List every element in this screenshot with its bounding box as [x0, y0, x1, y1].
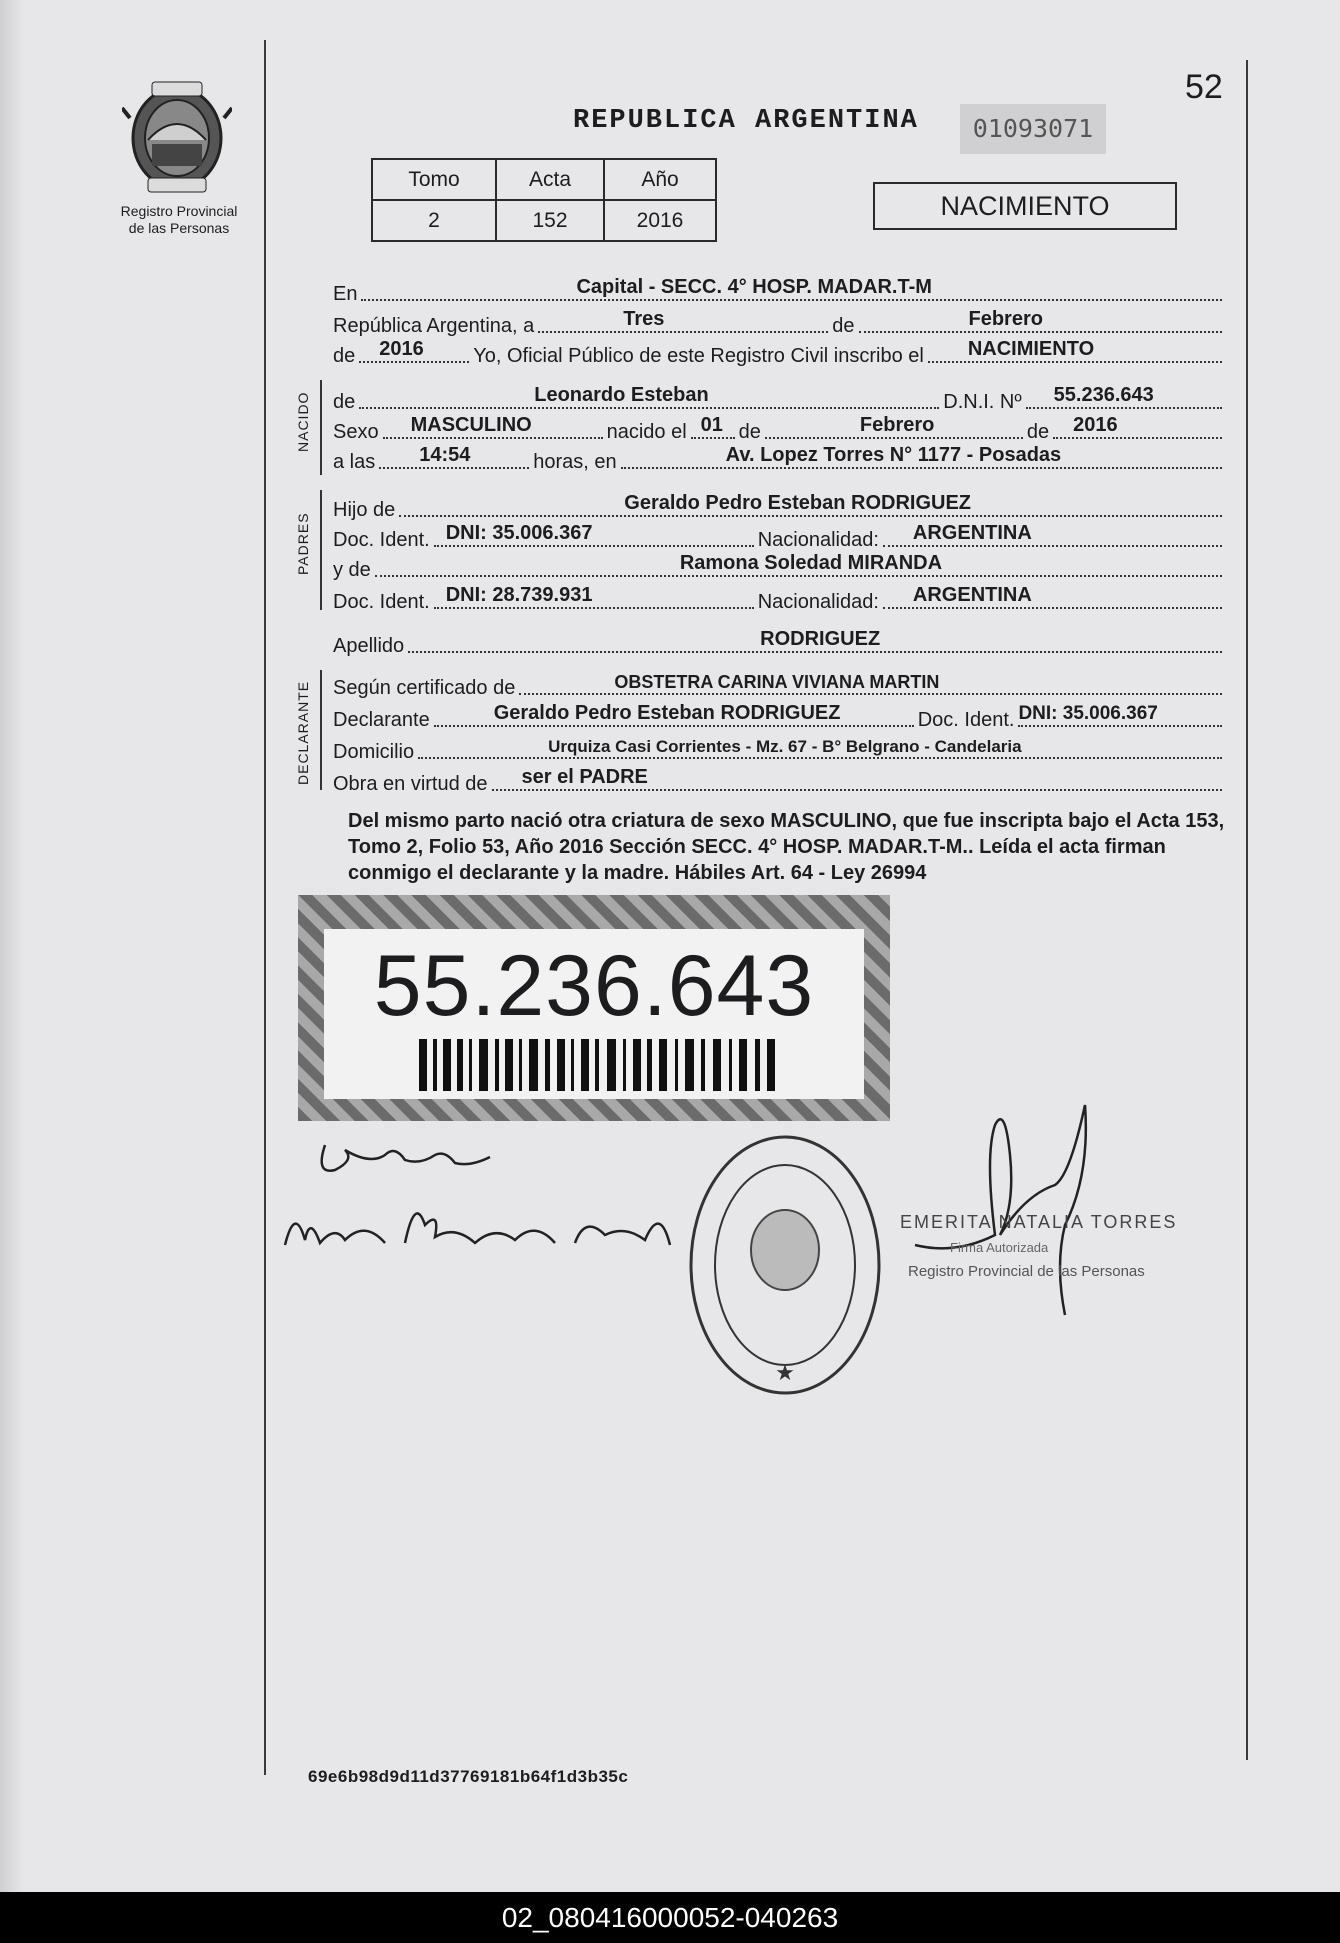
line-mother-doc — [333, 586, 1226, 614]
dni-sticker-number: 55.236.643 — [373, 938, 815, 1034]
officer-text: Yo, Oficial Público de este Registro Civil inscribo el — [473, 345, 924, 367]
value-declarant-doc: DNI: 35.006.367 — [1018, 703, 1158, 724]
provincial-coat-of-arms-logo — [122, 78, 232, 198]
line-father — [333, 494, 1226, 522]
line-apellido — [333, 630, 1226, 658]
value-cert: OBSTETRA CARINA VIVIANA MARTIN — [614, 672, 940, 692]
logo-caption-line1: Registro Provincial — [120, 203, 238, 219]
barcode-image — [419, 1039, 779, 1091]
value-mother: Ramona Soledad MIRANDA — [679, 552, 943, 574]
value-place: Capital - SECC. 4° HOSP. MADAR.T-M — [576, 276, 932, 298]
label-dni: D.N.I. Nº — [943, 391, 1022, 413]
label-nacido-el: nacido el — [606, 421, 687, 443]
label-y-de: y de — [333, 559, 371, 581]
value-address: Urquiza Casi Corrientes - Mz. 67 - B° Belgrano - Candelaria — [548, 737, 1022, 756]
label-de2: de — [738, 421, 761, 443]
label-en: En — [333, 283, 358, 305]
label-declarante: Declarante — [333, 709, 430, 731]
ref-header-acta: Acta — [496, 159, 604, 200]
line-officer — [333, 340, 1226, 368]
value-day: Tres — [623, 308, 665, 330]
label-de: de — [832, 315, 855, 337]
official-name: EMERITA NATALIA TORRES — [900, 1212, 1178, 1232]
page-frame-left — [264, 40, 278, 1775]
value-father-doc: DNI: 35.006.367 — [445, 522, 593, 544]
line-reason — [333, 768, 1226, 796]
document-id-bar: 02_080416000052-040263 — [0, 1892, 1340, 1943]
ref-value-tomo: 2 — [372, 200, 496, 241]
ref-header-tomo: Tomo — [372, 159, 496, 200]
value-record: NACIMIENTO — [967, 338, 1095, 360]
value-birth-month: Febrero — [859, 414, 935, 436]
label-apellido: Apellido — [333, 635, 405, 657]
value-father: Geraldo Pedro Esteban RODRIGUEZ — [624, 492, 971, 514]
official-signature — [895, 1095, 1185, 1325]
label-cert: Según certificado de — [333, 677, 516, 699]
label-sexo: Sexo — [333, 421, 379, 443]
declarant-signatures — [275, 1125, 695, 1285]
value-year: 2016 — [379, 338, 424, 360]
ref-value-ano: 2016 — [604, 200, 716, 241]
value-father-nat: ARGENTINA — [912, 522, 1032, 544]
padres-section-bar — [320, 490, 322, 610]
svg-text:★: ★ — [775, 1360, 795, 1385]
line-address — [333, 736, 1226, 764]
line-nacido-sex — [333, 416, 1226, 444]
page-shadow — [0, 0, 24, 1943]
label-de3: de — [1026, 421, 1050, 443]
label-nacido-de: de — [333, 391, 356, 413]
line-nacido-name — [333, 386, 1226, 414]
label-obra: Obra en virtud de — [333, 773, 488, 795]
page-frame-right — [1234, 60, 1248, 1760]
label-a-las: a las — [333, 451, 376, 473]
additional-note: Del mismo parto nació otra criatura de sexo MASCULINO, que fue inscripta bajo el Acta 153, Tomo 2, Folio 53, Año 2016 Sección SECC. 4° HOSP. MADAR.T-M.. Leída el acta firman conmigo el declarante y la madre. Hábiles Art. 64 - Ley 26994 — [348, 810, 1225, 884]
declarante-section-label: DECLARANTE — [295, 680, 311, 785]
label-year-prefix: de — [333, 345, 356, 367]
line-place — [333, 278, 1226, 306]
official-role: Firma Autorizada — [950, 1240, 1049, 1255]
record-type-box: NACIMIENTO — [873, 182, 1177, 230]
document-title: REPUBLICA ARGENTINA — [573, 106, 919, 136]
reference-table-values — [372, 200, 716, 241]
label-mother-doc: Doc. Ident. — [333, 591, 430, 613]
official-organization: Registro Provincial de las Personas — [908, 1263, 1145, 1280]
label-hijo-de: Hijo de — [333, 499, 396, 521]
page-number: 52 — [1185, 68, 1223, 106]
line-certificate — [333, 672, 1226, 700]
value-birth-day: 01 — [700, 414, 723, 436]
label-declarant-doc: Doc. Ident. — [917, 709, 1015, 731]
dni-sticker — [298, 895, 890, 1121]
dni-sticker-inner — [324, 929, 864, 1099]
label-father-doc: Doc. Ident. — [333, 529, 430, 551]
line-mother — [333, 554, 1226, 582]
padres-section-label: PADRES — [295, 512, 311, 575]
value-birth-place: Av. Lopez Torres N° 1177 - Posadas — [725, 444, 1062, 466]
nacido-section-label: NACIDO — [295, 391, 311, 452]
value-time: 14:54 — [419, 444, 471, 466]
label-father-nat: Nacionalidad: — [757, 529, 879, 551]
label-republica: República Argentina, a — [333, 315, 535, 337]
value-mother-doc: DNI: 28.739.931 — [445, 584, 593, 606]
document-hash: 69e6b98d9d11d37769181b64f1d3b35c — [308, 1767, 629, 1786]
value-apellido: RODRIGUEZ — [760, 628, 881, 650]
delegation-seal — [685, 1130, 885, 1400]
nacido-section-bar — [320, 380, 322, 475]
label-domicilio: Domicilio — [333, 741, 415, 763]
ref-value-acta: 152 — [496, 200, 604, 241]
label-horas: horas, en — [533, 451, 617, 473]
line-father-doc — [333, 524, 1226, 552]
line-declarant — [333, 704, 1226, 732]
line-date — [333, 310, 1226, 338]
value-sexo: MASCULINO — [410, 414, 532, 436]
value-child-dni: 55.236.643 — [1053, 384, 1154, 406]
logo-caption-line2: de las Personas — [128, 220, 230, 236]
value-mother-nat: ARGENTINA — [912, 584, 1032, 606]
value-month: Febrero — [968, 308, 1043, 330]
label-mother-nat: Nacionalidad: — [757, 591, 879, 613]
reference-table-header — [372, 159, 716, 200]
reference-table — [371, 158, 717, 242]
value-birth-year: 2016 — [1073, 414, 1118, 436]
value-declarant: Geraldo Pedro Esteban RODRIGUEZ — [493, 702, 841, 724]
value-reason: ser el PADRE — [521, 766, 648, 788]
value-child-name: Leonardo Esteban — [534, 384, 709, 406]
ref-header-ano: Año — [604, 159, 716, 200]
logo-caption — [105, 203, 253, 237]
declarante-section-bar — [320, 670, 322, 790]
line-nacido-time — [333, 446, 1226, 474]
serial-number: 01093071 — [960, 104, 1106, 154]
